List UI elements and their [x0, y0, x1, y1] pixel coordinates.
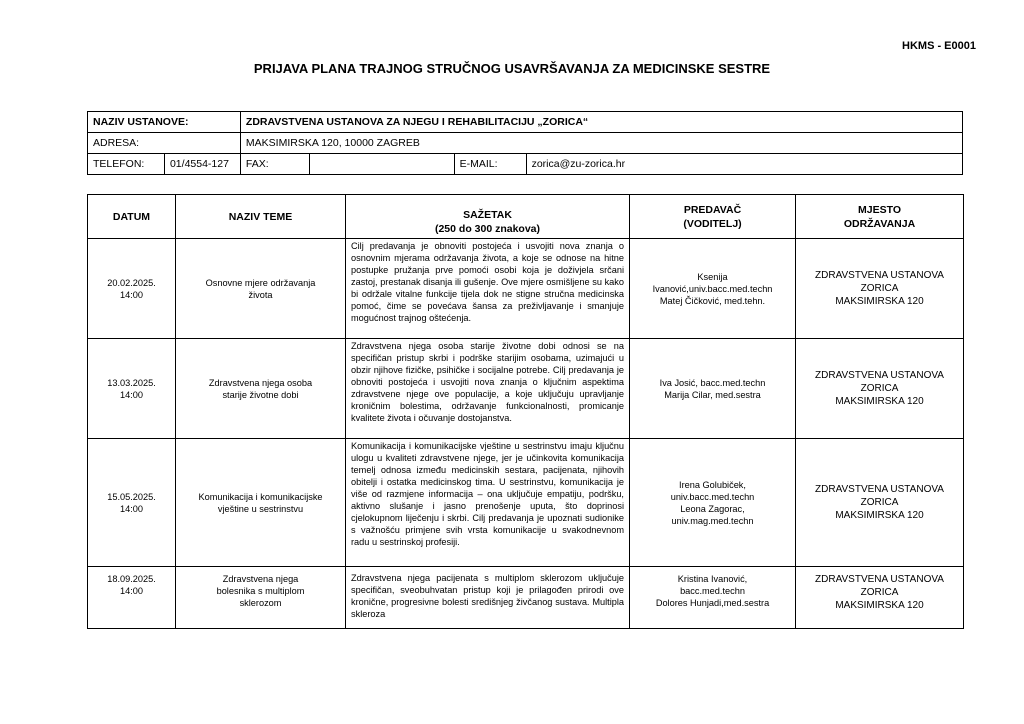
row-topic: Zdravstvena njega bolesnika s multiplom sklerozom	[176, 567, 346, 629]
row-venue: ZDRAVSTVENA USTANOVA ZORICA MAKSIMIRSKA 120	[796, 567, 964, 629]
institution-name-value: ZDRAVSTVENA USTANOVA ZA NJEGU I REHABILITACIJU „ZORICA“	[240, 112, 962, 133]
row-venue: ZDRAVSTVENA USTANOVA ZORICA MAKSIMIRSKA 120	[796, 239, 964, 339]
address-value: MAKSIMIRSKA 120, 10000 ZAGREB	[240, 133, 962, 154]
row-venue: ZDRAVSTVENA USTANOVA ZORICA MAKSIMIRSKA 120	[796, 439, 964, 567]
row-summary: Zdravstvena njega pacijenata s multiplom sklerozom uključuje specifičan, sveobuhvatan pristup koji je prilagođen prirodi ove kronične, progresivne bolesti središnjeg živčanog sustava. Multipla skleroza	[346, 567, 630, 629]
row-summary: Zdravstvena njega osoba starije životne dobi odnosi se na specifičan pristup skrbi i podrške starijim osobama, uzimajući u obzir njihove fizičke, psihičke i socijalne potrebe. Cilj predavanja je obnoviti postojeća i usvojiti nova znanja o ključnim aspektima zdravstvene njege ove populacije, a koje uključuju upravljanje kroničnim bolestima, održavanje funkcionalnosti, promicanje kvalitete života i očuvanje dostojanstva.	[346, 339, 630, 439]
fax-value	[309, 154, 454, 175]
row-date: 20.02.2025. 14:00	[88, 239, 176, 339]
institution-address-row	[88, 133, 963, 154]
row-summary: Komunikacija i komunikacijske vještine u sestrinstvu imaju ključnu ulogu u kvaliteti zdravstvene njege, jer je učinkovita komunikacija temelj odnosa između medicinskih sestara, pacijenata, njihovih obitelji i ostatka medicinskog tima. U sestrinstvu, komunikacija je više od razmjene informacija – ona uključuje empatiju, podršku, aktivno slušanje i jasno prenošenje uputa, što doprinosi cjelokupnom liječenju i skrbi. Cilj predavanja je upoznati sudionike s važnošću primjene svih vrsta komunikacije u svakodnevnom radu u sestrinskoj profesiji.	[346, 439, 630, 567]
row-topic: Osnovne mjere održavanja života	[176, 239, 346, 339]
header-summary: SAŽETAK (250 do 300 znakova)	[346, 195, 630, 239]
table-row	[88, 567, 964, 629]
table-row	[88, 339, 964, 439]
row-date: 15.05.2025. 14:00	[88, 439, 176, 567]
row-lecturer: Irena Golubiček, univ.bacc.med.techn Leona Zagorac, univ.mag.med.techn	[630, 439, 796, 567]
email-label: E-MAIL:	[454, 154, 526, 175]
plan-header-row	[88, 195, 964, 239]
phone-label: TELEFON:	[88, 154, 165, 175]
row-topic: Komunikacija i komunikacijske vještine u sestrinstvu	[176, 439, 346, 567]
row-lecturer: Iva Josić, bacc.med.techn Marija Cilar, med.sestra	[630, 339, 796, 439]
institution-contact-row	[88, 154, 963, 175]
address-label: ADRESA:	[88, 133, 241, 154]
row-date: 18.09.2025. 14:00	[88, 567, 176, 629]
header-date: DATUM	[88, 195, 176, 239]
row-topic: Zdravstvena njega osoba starije životne dobi	[176, 339, 346, 439]
institution-name-row	[88, 112, 963, 133]
header-topic: NAZIV TEME	[176, 195, 346, 239]
table-row	[88, 239, 964, 339]
table-row	[88, 439, 964, 567]
training-plan-table	[87, 194, 964, 629]
row-lecturer: Kristina Ivanović, bacc.med.techn Dolores Hunjadi,med.sestra	[630, 567, 796, 629]
institution-info-table	[87, 111, 963, 175]
document-code: HKMS - E0001	[902, 40, 976, 52]
header-lecturer: PREDAVAČ (VODITELJ)	[630, 195, 796, 239]
row-venue: ZDRAVSTVENA USTANOVA ZORICA MAKSIMIRSKA 120	[796, 339, 964, 439]
document-title: PRIJAVA PLANA TRAJNOG STRUČNOG USAVRŠAVANJA ZA MEDICINSKE SESTRE	[253, 61, 771, 76]
row-lecturer: Ksenija Ivanović,univ.bacc.med.techn Matej Čičković, med.tehn.	[630, 239, 796, 339]
phone-value: 01/4554-127	[164, 154, 240, 175]
row-date: 13.03.2025. 14:00	[88, 339, 176, 439]
institution-name-label: NAZIV USTANOVE:	[88, 112, 241, 133]
row-summary: Cilj predavanja je obnoviti postojeća i usvojiti nova znanja o osnovnim mjerama održavanja života, a koje se odnose na hitne postupke pružanja prve pomoći osobi koja je doživjela srčani zastoj, prestanak disanja ili gušenje. Ove mjere osmišljene su kako bi održale vitalne funkcije tijela dok ne stigne stručna medicinska pomoć, čime se povećava šansa za preživljavanje i smanjuje mogućnost trajnog oštećenja.	[346, 239, 630, 339]
header-venue: MJESTO ODRŽAVANJA	[796, 195, 964, 239]
fax-label: FAX:	[240, 154, 309, 175]
email-value: zorica@zu-zorica.hr	[526, 154, 962, 175]
